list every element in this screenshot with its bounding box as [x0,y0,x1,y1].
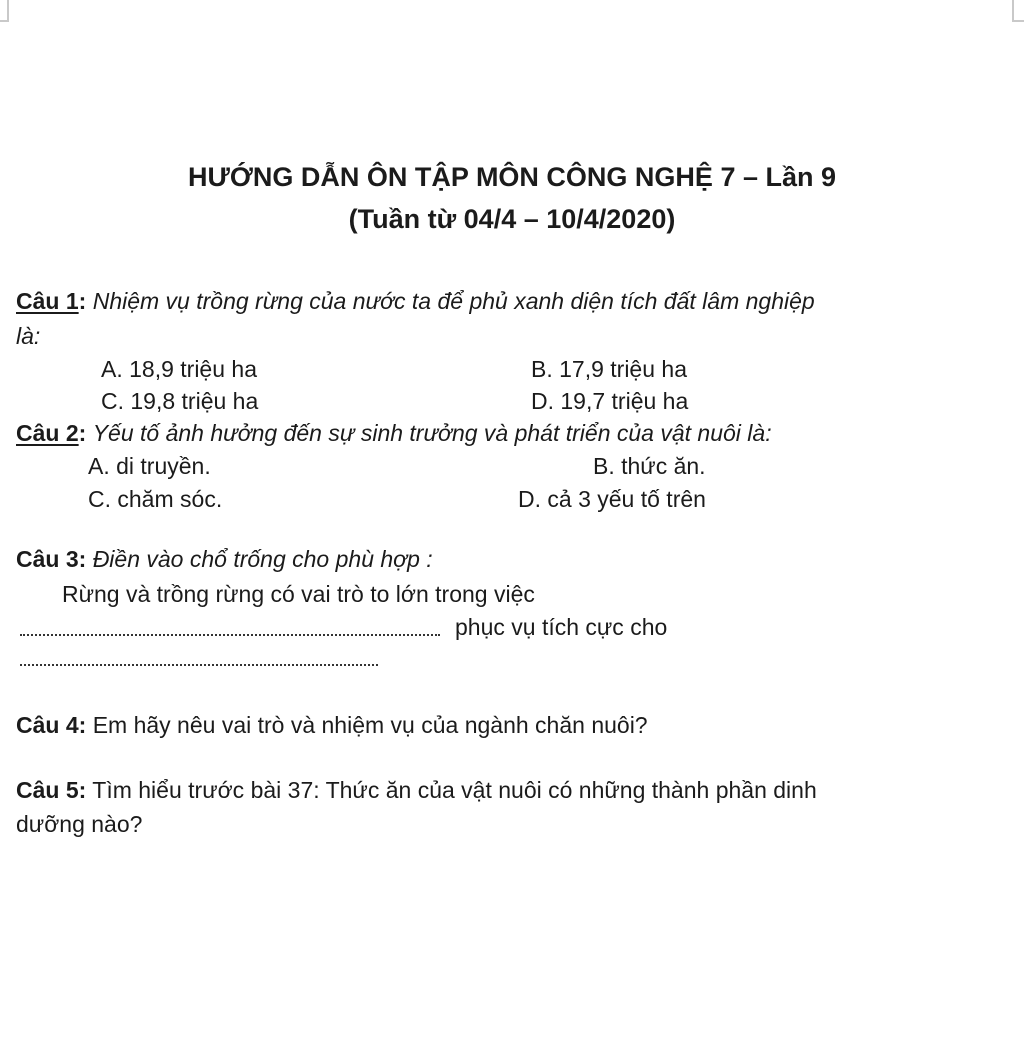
question-4-text: Em hãy nêu vai trò và nhiệm vụ của ngành chăn nuôi? [92,712,648,738]
question-3-body-line1: Rừng và trồng rừng có vai trò to lớn trong việc [62,581,535,607]
question-1-option-c: C. 19,8 triệu ha [101,388,259,414]
question-1-prompt-cont: là: [16,323,41,349]
question-2-option-d: D. cả 3 yếu tố trên [518,486,706,512]
question-2-label: Câu 2 [16,420,79,446]
crop-mark-top-right [1012,0,1014,22]
question-3-body-line2: phục vụ tích cực cho [455,614,668,640]
question-2-option-b: B. thức ăn. [593,453,706,479]
crop-mark-top-right-h [1012,20,1024,22]
question-3-label: Câu 3: [16,546,87,572]
question-5-label: Câu 5: [16,777,87,803]
question-4-label: Câu 4: [16,712,87,738]
question-2-option-c: C. chăm sóc. [88,486,223,512]
question-1-option-b: B. 17,9 triệu ha [531,356,687,382]
crop-mark-top-left [7,0,9,22]
document-title: HƯỚNG DẪN ÔN TẬP MÔN CÔNG NGHỆ 7 – Lần 9 [188,162,836,192]
question-2-option-a: A. di truyền. [88,453,211,479]
question-3 [16,545,433,573]
question-2 [16,419,772,447]
question-1-prompt: Nhiệm vụ trồng rừng của nước ta để phủ xanh diện tích đất lâm nghiệp [92,288,815,314]
crop-mark-top-left-h [0,20,9,22]
question-3-blank-1 [20,634,440,636]
question-4 [16,711,648,739]
question-1 [16,287,815,315]
question-5 [16,776,817,804]
question-2-colon: : [78,420,87,446]
question-3-blank-2 [20,664,378,666]
document-subtitle: (Tuần từ 04/4 – 10/4/2020) [348,204,676,234]
question-3-prompt: Điền vào chổ trống cho phù hợp : [92,546,433,572]
question-1-option-a: A. 18,9 triệu ha [101,356,257,382]
question-5-text: Tìm hiểu trước bài 37: Thức ăn của vật nuôi có những thành phần dinh [92,777,817,803]
question-1-label: Câu 1 [16,288,79,314]
question-5-text-cont: dưỡng nào? [16,811,143,837]
question-2-prompt: Yếu tố ảnh hưởng đến sự sinh trưởng và phát triển của vật nuôi là: [92,420,772,446]
question-1-colon: : [78,288,87,314]
question-1-option-d: D. 19,7 triệu ha [531,388,689,414]
